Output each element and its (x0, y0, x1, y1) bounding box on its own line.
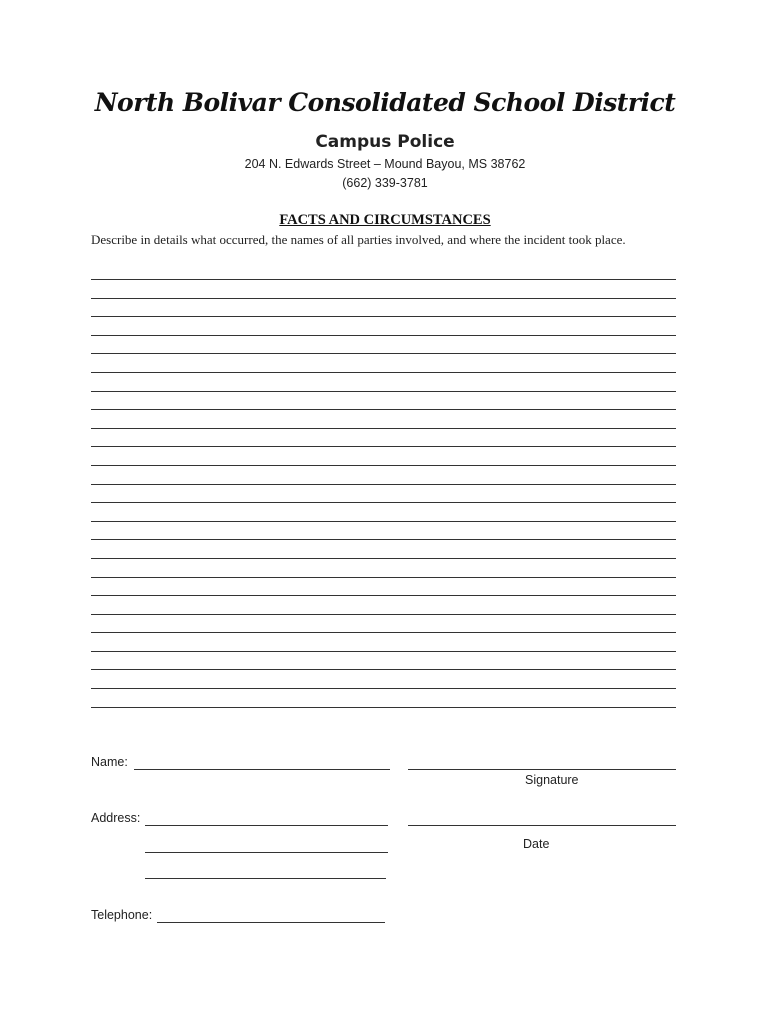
narrative-line[interactable] (91, 316, 676, 317)
telephone-label: Telephone: (91, 908, 153, 922)
narrative-line[interactable] (91, 409, 676, 410)
section-instructions: Describe in details what occurred, the names of all parties involved, and where the incident took place. (91, 232, 626, 247)
signature-caption: Signature (525, 773, 579, 787)
address-label: Address: (91, 811, 141, 825)
signature-field[interactable] (408, 769, 676, 770)
telephone-field[interactable] (157, 922, 385, 923)
narrative-line[interactable] (91, 502, 676, 503)
narrative-line[interactable] (91, 428, 676, 429)
section-title: FACTS AND CIRCUMSTANCES (279, 212, 491, 228)
narrative-line[interactable] (91, 353, 676, 354)
narrative-line[interactable] (91, 632, 676, 633)
narrative-line[interactable] (91, 707, 676, 708)
narrative-line[interactable] (91, 335, 676, 336)
narrative-line[interactable] (91, 651, 676, 652)
narrative-line[interactable] (91, 484, 676, 485)
department-name: Campus Police (315, 132, 455, 152)
narrative-line[interactable] (91, 298, 676, 299)
department-address: 204 N. Edwards Street – Mound Bayou, MS 38762 (244, 157, 526, 171)
name-label: Name: (91, 755, 128, 769)
district-name: North Bolivar Consolidated School District (94, 88, 676, 117)
narrative-line[interactable] (91, 595, 676, 596)
narrative-line[interactable] (91, 669, 676, 670)
narrative-line[interactable] (91, 539, 676, 540)
narrative-line[interactable] (91, 558, 676, 559)
address-field-line-3[interactable] (145, 878, 386, 879)
narrative-line[interactable] (91, 279, 676, 280)
narrative-line[interactable] (91, 372, 676, 373)
narrative-line[interactable] (91, 446, 676, 447)
name-field[interactable] (134, 769, 390, 770)
narrative-line[interactable] (91, 614, 676, 615)
department-phone: (662) 339-3781 (342, 176, 428, 190)
address-field-line-1[interactable] (145, 825, 388, 826)
address-field-line-2[interactable] (145, 852, 388, 853)
date-field[interactable] (408, 825, 676, 826)
date-caption: Date (523, 837, 550, 851)
narrative-line[interactable] (91, 521, 676, 522)
narrative-line[interactable] (91, 688, 676, 689)
narrative-line[interactable] (91, 391, 676, 392)
narrative-line[interactable] (91, 465, 676, 466)
narrative-writing-area[interactable] (91, 279, 676, 725)
narrative-line[interactable] (91, 577, 676, 578)
